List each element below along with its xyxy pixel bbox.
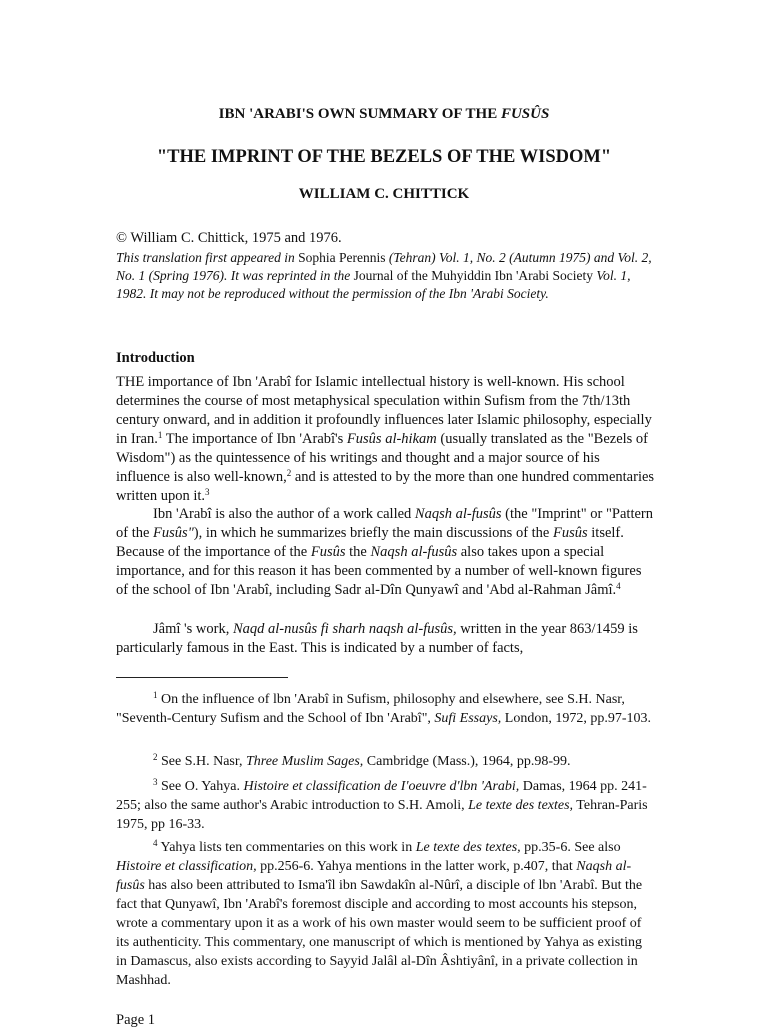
footnote-number: 4 bbox=[153, 838, 158, 848]
introduction-heading: Introduction bbox=[116, 350, 195, 366]
document-title: "THE IMPRINT OF THE BEZELS OF THE WISDOM" bbox=[156, 147, 612, 167]
footnote-number: 2 bbox=[153, 752, 158, 762]
footnote-number: 1 bbox=[153, 690, 158, 700]
footnote-ref-2[interactable]: 2 bbox=[286, 468, 292, 478]
intro-paragraph-3: Jâmî 's work, Naqd al-nusûs fi sharh naqsh al-fusûs, written in the year 863/1459 is particularly famous in the East. This is indicated by a number of facts, bbox=[116, 621, 638, 656]
footnote-number: 3 bbox=[153, 777, 158, 787]
intro-paragraph-1: THE importance of Ibn 'Arabî for Islamic intellectual history is well-known. His school determines the course of most metaphysical speculation within Sufism from the 7th/13th century onward, and in addition it profoundly influences later Islamic philosophy, especially in Iran.$^1$ The importance of Ibn 'Arabî's Fusûs al-hikam (usually translated as the "Bezels of Wisdom") as the quintessence of his writings and thought and a major source of his influence is also well-known,$^2$ and is attested to by the more than one hundred commentaries written upon it.$^3$ bbox=[116, 374, 655, 504]
series-title-text: IBN 'ARABI'S OWN SUMMARY OF THE bbox=[218, 106, 501, 122]
footnote-ref-3[interactable]: 3 bbox=[205, 487, 210, 497]
intro-paragraph-2: Ibn 'Arabî is also the author of a work called Naqsh al-fusûs (the "Imprint" or "Pattern of the Fusûs"), in which he summarizes briefly the main discussions of the Fusûs itself. Because of the importance of the Fusûs the Naqsh al-fusûs also takes upon a special importance, and for this reason it has been commented by a number of well-known figures of the school of Ibn 'Arabî, including Sadr al-Dîn Qunyawî and 'Abd al-Rahman Jâmî.$^4$ bbox=[116, 506, 653, 598]
footnote-3: $^3$ See O. Yahya. Histoire et classification de I'oeuvre d'lbn 'Arabi, Damas, 1964 pp. 241-255; also the same author's Arabic introduction to S.H. Amoli, Le texte des textes, Tehran-Paris 1975, pp 16-33. bbox=[116, 777, 648, 832]
footnote-separator bbox=[116, 677, 288, 678]
footnote-4: $^4$ Yahya lists ten commentaries on this work in Le texte des textes, pp.35-6. See also Histoire et classification, pp.256-6. Yahya mentions in the latter work, p.407, that Naqsh al-fusûs has also been attributed to Isma'îl ibn Sawdakîn al-Nûrî, a disciple of lbn 'Arabî. But the fact that Qunyawî, Ibn 'Arabî's foremost disciple and according to most accounts his stepson, wrote a commentary upon it as a work of his own master would seem to be sufficient proof of its authenticity. This commentary, one manuscript of which is mentioned by Yahya as existing in Damascus, also exists according to Sayyid Jalâl al-Dîn Âshtiyânî, in a private collection in Mashhad. bbox=[116, 838, 643, 988]
footnote-ref-4[interactable]: 4 bbox=[616, 581, 621, 591]
footnote-ref-1[interactable]: 1 bbox=[157, 430, 163, 440]
footnote-2: $^2$ See S.H. Nasr, Three Muslim Sages, Cambridge (Mass.), 1964, pp.98-99. bbox=[153, 752, 571, 769]
page-number: Page 1 bbox=[116, 1012, 156, 1028]
footnote-1: $^1$ On the influence of lbn 'Arabî in Sufism, philosophy and elsewhere, see S.H. Nasr, "Seventh-Century Sufism and the School of Ibn 'Arabî", Sufi Essays, London, 1972, pp.97-103. bbox=[116, 690, 652, 726]
author-name: WILLIAM C. CHITTICK bbox=[298, 186, 470, 202]
publication-note: This translation first appeared in Sophia Perennis (Tehran) Vol. 1, No. 2 (Autumn 1975) and Vol. 2, No. 1 (Spring 1976). It was reprinted in the Journal of the Muhyiddin Ibn 'Arabi Society Vol. 1, 1982. It may not be reproduced without the permission of the Ibn 'Arabi Society. bbox=[116, 250, 652, 301]
series-title bbox=[0, 105, 768, 124]
copyright-notice: © William C. Chittick, 1975 and 1976. bbox=[116, 230, 342, 246]
series-title-italic: FUSÛS bbox=[500, 106, 550, 122]
